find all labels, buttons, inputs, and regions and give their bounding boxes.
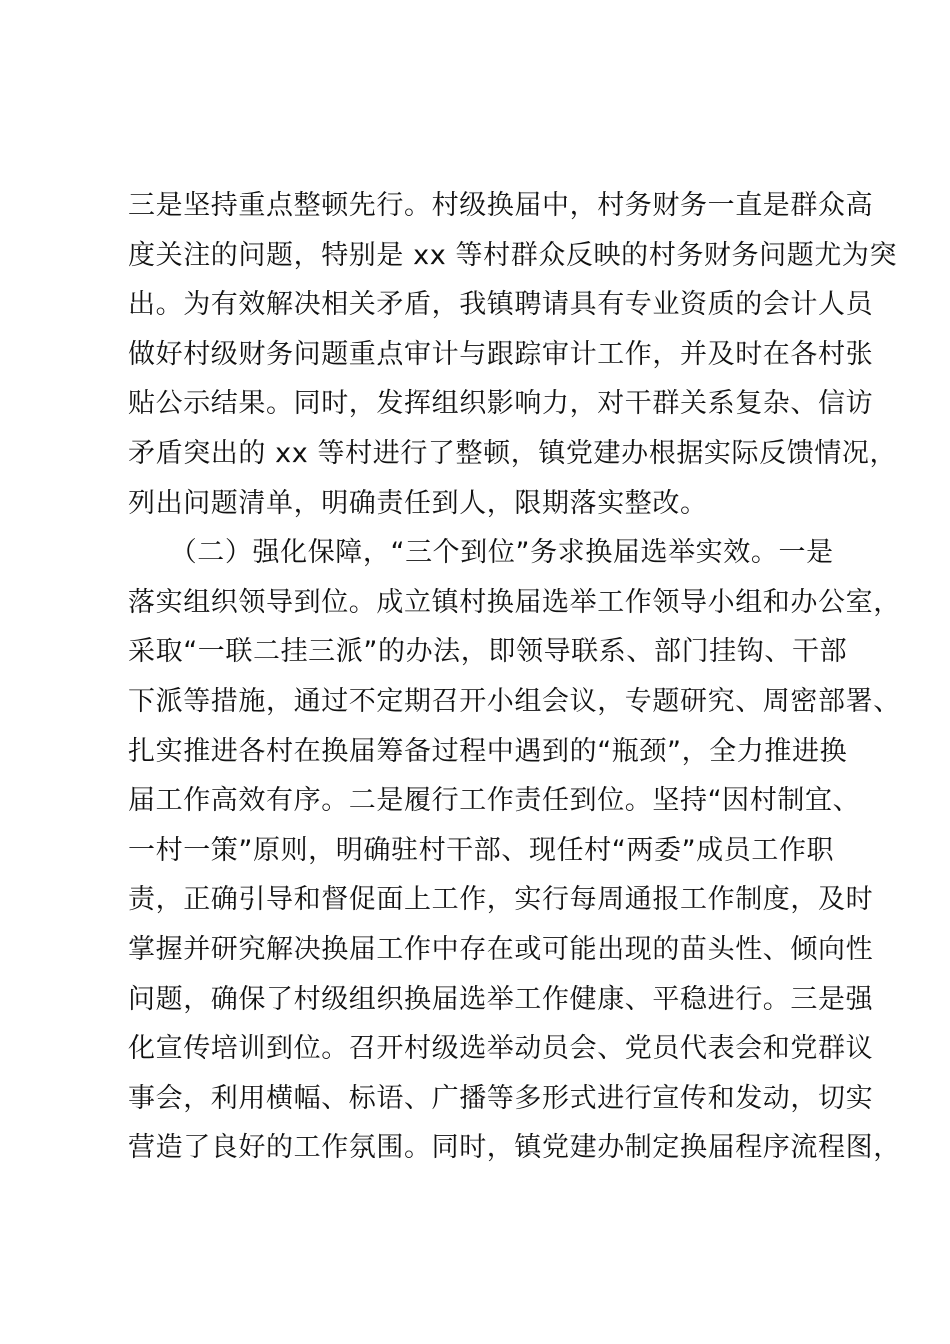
text-line: 落实组织领导到位。成立镇村换届选举工作领导小组和办公室， bbox=[128, 586, 901, 618]
text-line: 三是坚持重点整顿先行。村级换届中，村务财务一直是群众高 bbox=[128, 190, 874, 221]
text-line: 出。为有效解决相关矛盾，我镇聘请具有专业资质的会计人员 bbox=[128, 289, 874, 321]
text-line: 问题，确保了村级组织换届选举工作健康、平稳进行。三是强 bbox=[128, 983, 874, 1015]
text-line: 扎实推进各村在换届筹备过程中遇到的“瓶颈”，全力推进换 bbox=[128, 735, 848, 767]
text-line: 做好村级财务问题重点审计与跟踪审计工作，并及时在各村张 bbox=[128, 338, 874, 370]
text-line: 一村一策”原则，明确驻村干部、现任村“两委”成员工作职 bbox=[128, 834, 835, 866]
section-heading-line: （二）强化保障，“三个到位”务求换届选举实效。一是 bbox=[128, 537, 834, 569]
text-line: 掌握并研究解决换届工作中存在或可能出现的苗头性、倾向性 bbox=[128, 933, 874, 965]
text-line: 事会，利用横幅、标语、广播等多形式进行宣传和发动，切实 bbox=[128, 1082, 874, 1114]
body-text bbox=[128, 181, 901, 1173]
text-line: 矛盾突出的 xx 等村进行了整顿，镇党建办根据实际反馈情况， bbox=[128, 437, 898, 469]
text-line: 列出问题清单，明确责任到人，限期落实整改。 bbox=[128, 487, 708, 519]
text-line: 化宣传培训到位。召开村级选举动员会、党员代表会和党群议 bbox=[128, 1033, 874, 1065]
text-line: 责，正确引导和督促面上工作，实行每周通报工作制度，及时 bbox=[128, 884, 874, 916]
text-line: 贴公示结果。同时，发挥组织影响力，对干群关系复杂、信访 bbox=[128, 388, 874, 420]
text-line: 下派等措施，通过不定期召开小组会议，专题研究、周密部署、 bbox=[128, 685, 901, 717]
text-line: 采取“一联二挂三派”的办法，即领导联系、部门挂钩、干部 bbox=[128, 636, 848, 668]
text-line: 度关注的问题，特别是 xx 等村群众反映的村务财务问题尤为突 bbox=[128, 239, 898, 271]
text-line: 营造了良好的工作氛围。同时，镇党建办制定换届程序流程图， bbox=[128, 1132, 901, 1164]
text-line: 届工作高效有序。二是履行工作责任到位。坚持“因村制宜、 bbox=[128, 785, 861, 817]
